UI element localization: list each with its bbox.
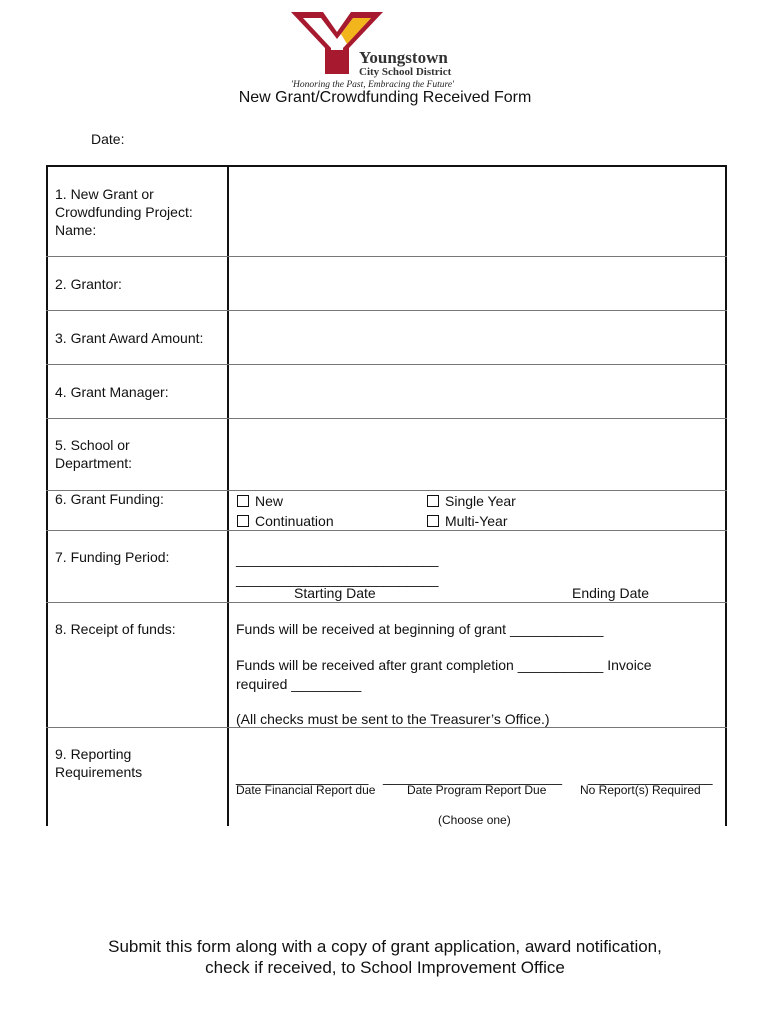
label-award-amount: 3. Grant Award Amount:: [55, 330, 204, 346]
starting-date-label: Starting Date: [294, 585, 376, 601]
label-reporting-requirements: 9. Reporting Requirements: [55, 746, 143, 780]
district-logo: [289, 10, 489, 94]
grant-manager-field[interactable]: [229, 365, 725, 418]
ending-date-label: Ending Date: [572, 585, 650, 601]
logo-name-line2: City School District: [359, 66, 452, 78]
option-multi-year[interactable]: [427, 512, 508, 530]
financial-report-line[interactable]: _________________: [236, 769, 369, 785]
logo-tagline: 'Honoring the Past, Embracing the Future': [291, 80, 455, 90]
checkbox-icon: [427, 495, 439, 507]
label-grant-manager: 4. Grant Manager:: [55, 384, 169, 400]
option-new-label: New: [255, 493, 284, 509]
logo-name-line1: Youngstown: [359, 48, 448, 67]
grantor-field[interactable]: [229, 257, 725, 310]
page-title: New Grant/Crowdfunding Received Form: [238, 89, 532, 106]
school-department-field[interactable]: [229, 419, 725, 490]
label-project-name: 1. New Grant or Crowdfunding Project: Name:: [55, 186, 193, 238]
financial-report-label: Date Financial Report due: [236, 783, 376, 797]
no-report-line[interactable]: ________________: [588, 769, 713, 785]
award-amount-field[interactable]: [229, 311, 725, 364]
option-continuation[interactable]: [237, 512, 334, 530]
submit-instructions: Submit this form along with a copy of grant application, award notification, check if received, to School Improvement Office: [108, 937, 662, 977]
checkbox-icon: [237, 495, 249, 507]
option-single-year-label: Single Year: [445, 493, 516, 509]
program-report-label: Date Program Report Due: [407, 783, 547, 797]
option-new[interactable]: [237, 492, 283, 510]
checkbox-icon: [237, 515, 249, 527]
receipt-beginning-option[interactable]: Funds will be received at beginning of grant ____________: [236, 621, 604, 637]
program-report-line[interactable]: _______________________: [383, 769, 563, 785]
row-divider: [46, 530, 727, 531]
date-label: Date:: [91, 131, 125, 147]
label-school-department: 5. School or Department:: [55, 437, 133, 471]
label-receipt-of-funds: 8. Receipt of funds:: [55, 621, 176, 637]
option-continuation-label: Continuation: [255, 513, 334, 529]
option-multi-year-label: Multi-Year: [445, 513, 508, 529]
choose-one-note: (Choose one): [438, 813, 511, 827]
starting-date-line[interactable]: __________________________: [236, 551, 439, 567]
label-funding-period: 7. Funding Period:: [55, 549, 170, 565]
label-grant-funding: 6. Grant Funding:: [55, 491, 164, 507]
no-report-label: No Report(s) Required: [580, 783, 701, 797]
project-name-field[interactable]: [229, 167, 725, 256]
label-grantor: 2. Grantor:: [55, 276, 122, 292]
checks-note: (All checks must be sent to the Treasurer’s Office.): [236, 711, 550, 727]
form-table: [46, 165, 727, 826]
checkbox-icon: [427, 515, 439, 527]
receipt-after-option[interactable]: Funds will be received after grant completion ___________ Invoice: [236, 657, 652, 673]
receipt-after-option-cont[interactable]: required _________: [236, 676, 362, 692]
ending-date-line[interactable]: __________________________: [236, 571, 439, 587]
row-divider: [46, 602, 727, 603]
option-single-year[interactable]: [427, 492, 516, 510]
